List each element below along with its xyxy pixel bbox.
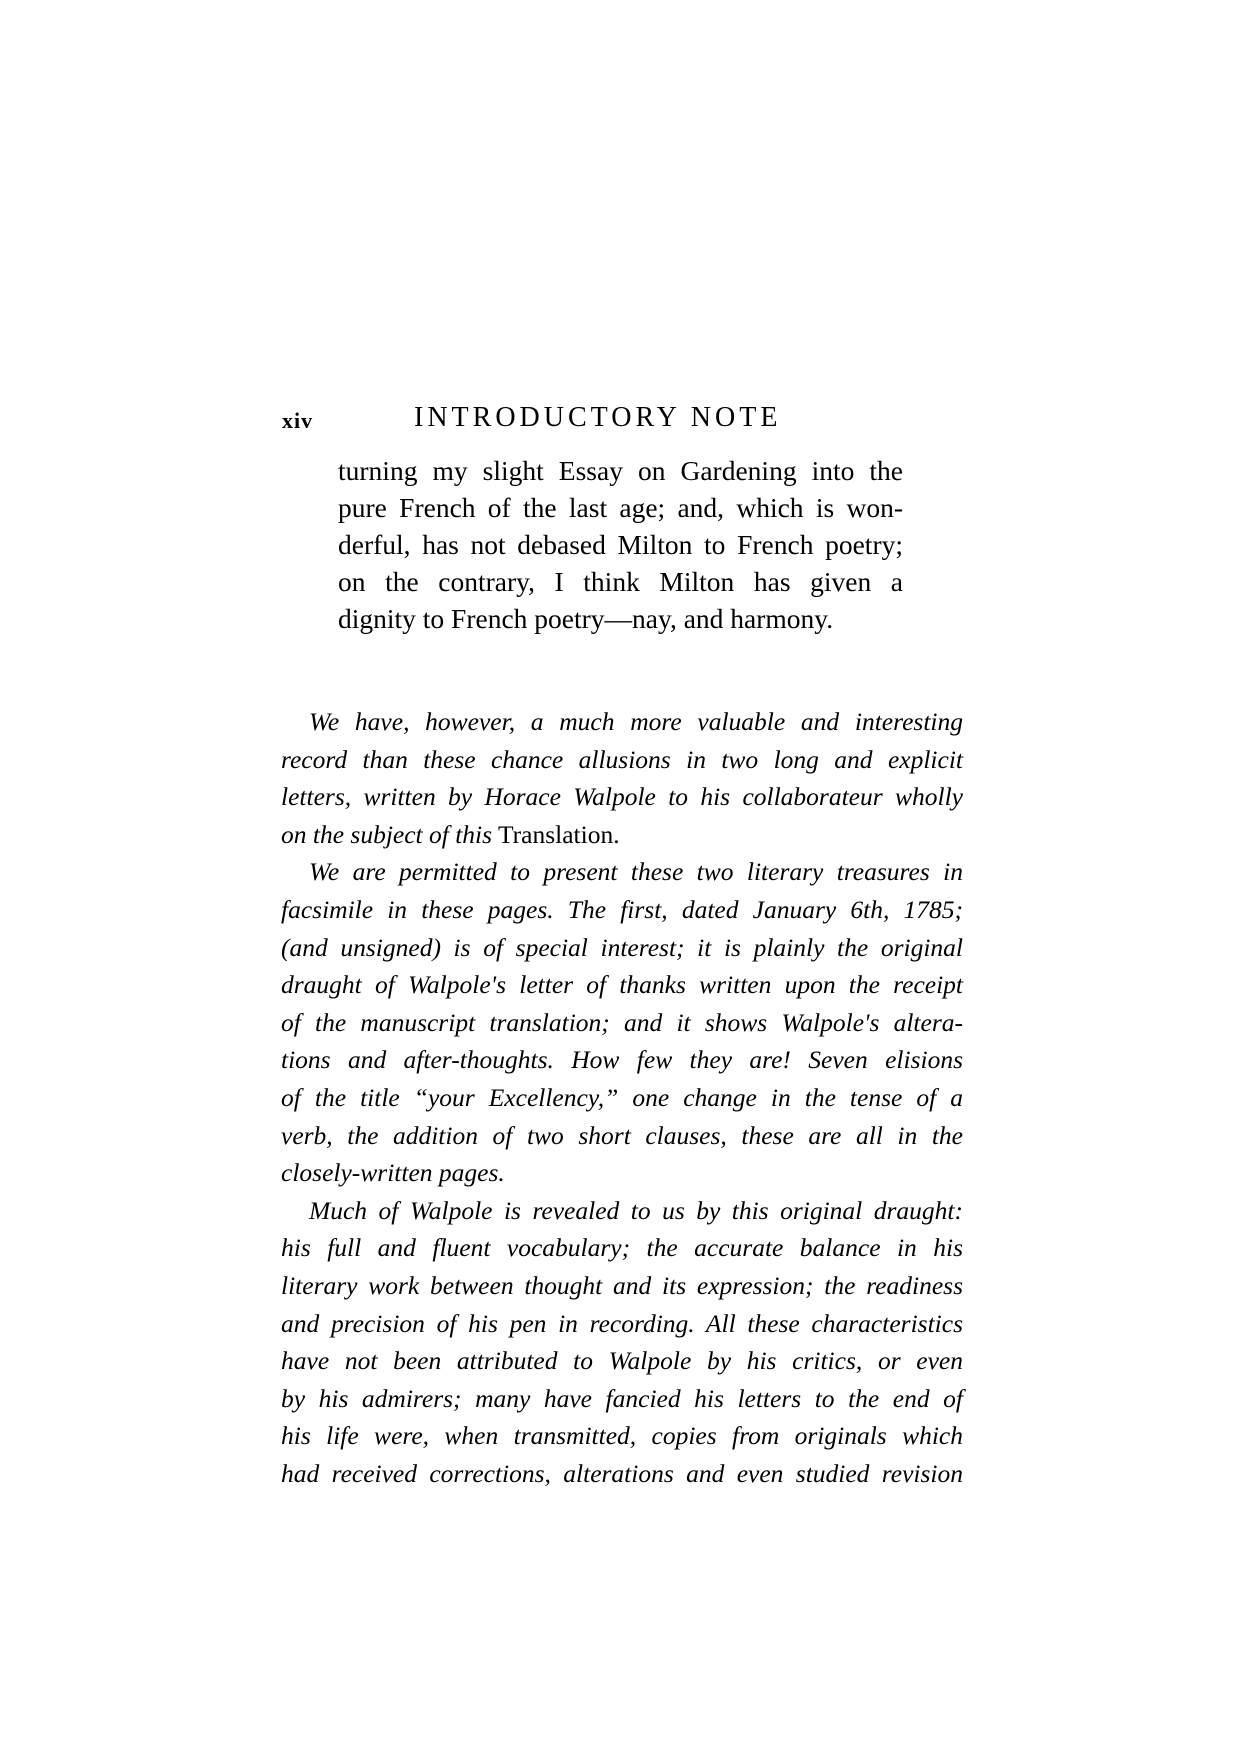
quote-line: derful, has not debased Milton to French poetry; <box>338 529 903 560</box>
paragraph-line-italic: on the subject of this <box>281 819 493 849</box>
paragraph-line: Much of Walpole is revealed to us by this original draught: <box>309 1195 963 1225</box>
paragraph-line: facsimile in these pages. The first, dated January 6th, 1785; <box>281 894 963 924</box>
paragraph-line: verb, the addition of two short clauses, these are all in the <box>281 1120 963 1150</box>
paragraph-line <box>281 816 963 854</box>
paragraph-line: letters, written by Horace Walpole to his collaborateur wholly <box>281 782 963 812</box>
paragraph-line-roman: Translation. <box>492 819 620 849</box>
paragraph-line: closely-written pages. <box>281 1158 505 1188</box>
paragraph-line: record than these chance allusions in two long and explicit <box>281 744 963 774</box>
paragraph-line: tions and after-thoughts. How few they are! Seven elisions <box>281 1045 963 1075</box>
paragraph-line: his full and fluent vocabulary; the accurate balance in his <box>281 1233 963 1263</box>
body-text <box>281 703 963 1492</box>
paragraph-line: (and unsigned) is of special interest; it is plainly the original <box>281 932 963 962</box>
block-quote <box>338 452 903 637</box>
quote-line: on the contrary, I think Milton has given a <box>338 566 903 597</box>
paragraph-line: his life were, when transmitted, copies from originals which <box>281 1421 963 1451</box>
paragraph-line: by his admirers; many have fancied his letters to the end of <box>281 1383 963 1413</box>
paragraph-line: We have, however, a much more valuable and interesting <box>309 707 963 736</box>
quote-line: pure French of the last age; and, which is won- <box>338 492 903 523</box>
quote-line: dignity to French poetry—nay, and harmony. <box>338 603 834 634</box>
running-head <box>282 402 962 442</box>
paragraph-line: of the title “your Excellency,” one change in the tense of a <box>281 1082 963 1112</box>
quote-line: turning my slight Essay on Gardening into the <box>338 455 903 486</box>
paragraph-line: have not been attributed to Walpole by his critics, or even <box>281 1346 963 1376</box>
paragraph-line: We are permitted to present these two literary treasures in <box>309 857 963 887</box>
paragraph-line: and precision of his pen in recording. All these characteristics <box>281 1308 963 1338</box>
paragraph-line: draught of Walpole's letter of thanks written upon the receipt <box>281 970 963 1000</box>
paragraph-line: had received corrections, alterations and even studied revision <box>281 1458 963 1488</box>
paragraph-line: of the manuscript translation; and it shows Walpole's altera- <box>281 1007 963 1037</box>
paragraph-line: literary work between thought and its expression; the readiness <box>281 1270 963 1300</box>
page-number: xiv <box>282 408 314 433</box>
running-title: INTRODUCTORY NOTE <box>414 402 782 433</box>
